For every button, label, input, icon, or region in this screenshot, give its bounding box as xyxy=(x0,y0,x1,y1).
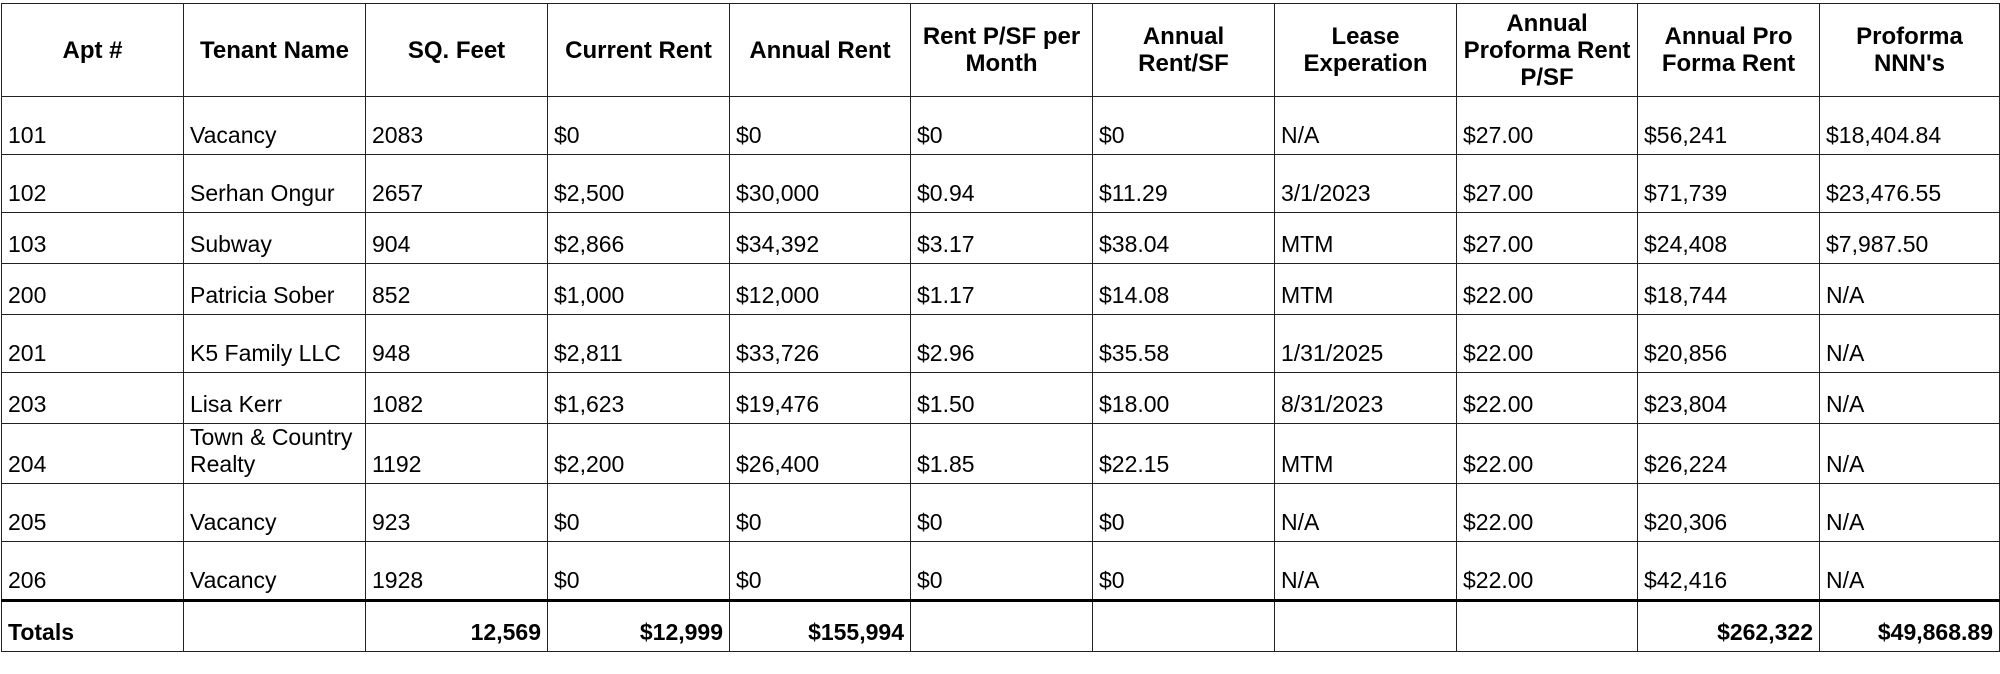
cell-proforma-rent-psf: $22.00 xyxy=(1457,484,1638,542)
cell-lease-expiration: MTM xyxy=(1275,264,1457,315)
cell-proforma-rent-psf: $27.00 xyxy=(1457,155,1638,213)
cell-proforma-rent-psf: $27.00 xyxy=(1457,213,1638,264)
cell-rent-psf-month: $0 xyxy=(911,484,1093,542)
cell-pro-forma-rent: $18,744 xyxy=(1638,264,1820,315)
table-row xyxy=(2,213,2000,264)
col-header-tenant-name: Tenant Name xyxy=(184,4,366,97)
col-header-proforma-nnn: Proforma NNN's xyxy=(1820,4,2000,97)
cell-sq-feet: 1192 xyxy=(366,424,548,484)
cell-tenant-name: Patricia Sober xyxy=(184,264,366,315)
cell-sq-feet: 1928 xyxy=(366,542,548,601)
col-header-lease-expiration: Lease Experation xyxy=(1275,4,1457,97)
cell-apt: 102 xyxy=(2,155,184,213)
cell-current-rent: $1,000 xyxy=(548,264,730,315)
totals-empty-cell xyxy=(1093,601,1275,652)
cell-annual-rent: $12,000 xyxy=(730,264,911,315)
cell-tenant-name: Vacancy xyxy=(184,97,366,155)
cell-annual-rent: $0 xyxy=(730,97,911,155)
cell-annual-rent-sf: $0 xyxy=(1093,97,1275,155)
table-row xyxy=(2,373,2000,424)
totals-empty-cell xyxy=(1275,601,1457,652)
totals-empty-cell xyxy=(184,601,366,652)
cell-apt: 101 xyxy=(2,97,184,155)
cell-sq-feet: 948 xyxy=(366,315,548,373)
cell-lease-expiration: 1/31/2025 xyxy=(1275,315,1457,373)
cell-rent-psf-month: $3.17 xyxy=(911,213,1093,264)
table-row xyxy=(2,97,2000,155)
cell-sq-feet: 904 xyxy=(366,213,548,264)
cell-pro-forma-rent: $42,416 xyxy=(1638,542,1820,601)
cell-rent-psf-month: $1.85 xyxy=(911,424,1093,484)
cell-pro-forma-rent: $26,224 xyxy=(1638,424,1820,484)
cell-pro-forma-rent: $23,804 xyxy=(1638,373,1820,424)
cell-current-rent: $0 xyxy=(548,542,730,601)
total-current-rent: $12,999 xyxy=(548,601,730,652)
cell-rent-psf-month: $1.50 xyxy=(911,373,1093,424)
cell-proforma-nnn: $23,476.55 xyxy=(1820,155,2000,213)
cell-annual-rent-sf: $38.04 xyxy=(1093,213,1275,264)
cell-rent-psf-month: $1.17 xyxy=(911,264,1093,315)
col-header-annual-rent-sf: Annual Rent/SF xyxy=(1093,4,1275,97)
col-header-current-rent: Current Rent xyxy=(548,4,730,97)
total-annual-rent: $155,994 xyxy=(730,601,911,652)
cell-proforma-nnn: $18,404.84 xyxy=(1820,97,2000,155)
cell-rent-psf-month: $0.94 xyxy=(911,155,1093,213)
cell-annual-rent-sf: $11.29 xyxy=(1093,155,1275,213)
cell-annual-rent: $33,726 xyxy=(730,315,911,373)
cell-tenant-name: Serhan Ongur xyxy=(184,155,366,213)
cell-apt: 200 xyxy=(2,264,184,315)
cell-lease-expiration: N/A xyxy=(1275,484,1457,542)
cell-apt: 201 xyxy=(2,315,184,373)
cell-proforma-rent-psf: $22.00 xyxy=(1457,315,1638,373)
totals-empty-cell xyxy=(911,601,1093,652)
cell-pro-forma-rent: $56,241 xyxy=(1638,97,1820,155)
col-header-apt: Apt # xyxy=(2,4,184,97)
cell-tenant-name: Subway xyxy=(184,213,366,264)
cell-annual-rent-sf: $18.00 xyxy=(1093,373,1275,424)
cell-proforma-rent-psf: $22.00 xyxy=(1457,424,1638,484)
cell-annual-rent-sf: $14.08 xyxy=(1093,264,1275,315)
col-header-sq-feet: SQ. Feet xyxy=(366,4,548,97)
cell-annual-rent: $19,476 xyxy=(730,373,911,424)
cell-sq-feet: 2657 xyxy=(366,155,548,213)
cell-annual-rent: $0 xyxy=(730,542,911,601)
cell-tenant-name: Vacancy xyxy=(184,542,366,601)
col-header-pro-forma-rent: Annual Pro Forma Rent xyxy=(1638,4,1820,97)
table-row xyxy=(2,155,2000,213)
cell-tenant-name: Town & Country Realty xyxy=(184,424,366,484)
cell-current-rent: $1,623 xyxy=(548,373,730,424)
cell-proforma-nnn: $7,987.50 xyxy=(1820,213,2000,264)
cell-lease-expiration: 3/1/2023 xyxy=(1275,155,1457,213)
cell-lease-expiration: MTM xyxy=(1275,424,1457,484)
cell-annual-rent: $30,000 xyxy=(730,155,911,213)
cell-current-rent: $2,500 xyxy=(548,155,730,213)
cell-proforma-rent-psf: $22.00 xyxy=(1457,264,1638,315)
cell-apt: 205 xyxy=(2,484,184,542)
cell-apt: 206 xyxy=(2,542,184,601)
cell-proforma-rent-psf: $22.00 xyxy=(1457,542,1638,601)
cell-annual-rent-sf: $0 xyxy=(1093,542,1275,601)
cell-annual-rent-sf: $35.58 xyxy=(1093,315,1275,373)
table-row xyxy=(2,315,2000,373)
cell-proforma-nnn: N/A xyxy=(1820,542,2000,601)
rent-roll-table xyxy=(1,3,2000,652)
table-row xyxy=(2,484,2000,542)
totals-empty-cell xyxy=(1457,601,1638,652)
cell-sq-feet: 923 xyxy=(366,484,548,542)
cell-rent-psf-month: $0 xyxy=(911,97,1093,155)
totals-label: Totals xyxy=(2,601,184,652)
cell-apt: 204 xyxy=(2,424,184,484)
cell-annual-rent-sf: $0 xyxy=(1093,484,1275,542)
table-row xyxy=(2,542,2000,601)
cell-pro-forma-rent: $20,856 xyxy=(1638,315,1820,373)
cell-annual-rent: $34,392 xyxy=(730,213,911,264)
total-pro-forma-rent: $262,322 xyxy=(1638,601,1820,652)
cell-rent-psf-month: $2.96 xyxy=(911,315,1093,373)
cell-tenant-name: Lisa Kerr xyxy=(184,373,366,424)
cell-pro-forma-rent: $24,408 xyxy=(1638,213,1820,264)
cell-current-rent: $0 xyxy=(548,484,730,542)
col-header-annual-rent: Annual Rent xyxy=(730,4,911,97)
cell-current-rent: $2,811 xyxy=(548,315,730,373)
cell-proforma-rent-psf: $27.00 xyxy=(1457,97,1638,155)
table-row xyxy=(2,264,2000,315)
cell-rent-psf-month: $0 xyxy=(911,542,1093,601)
cell-current-rent: $2,200 xyxy=(548,424,730,484)
cell-tenant-name: Vacancy xyxy=(184,484,366,542)
cell-sq-feet: 1082 xyxy=(366,373,548,424)
table-row xyxy=(2,424,2000,484)
totals-row xyxy=(2,601,2000,652)
col-header-rent-psf-month: Rent P/SF per Month xyxy=(911,4,1093,97)
total-proforma-nnn: $49,868.89 xyxy=(1820,601,2000,652)
header-row xyxy=(2,4,2000,97)
col-header-proforma-rent-psf: Annual Proforma Rent P/SF xyxy=(1457,4,1638,97)
cell-lease-expiration: 8/31/2023 xyxy=(1275,373,1457,424)
cell-tenant-name: K5 Family LLC xyxy=(184,315,366,373)
cell-annual-rent: $26,400 xyxy=(730,424,911,484)
cell-current-rent: $2,866 xyxy=(548,213,730,264)
cell-sq-feet: 852 xyxy=(366,264,548,315)
cell-proforma-rent-psf: $22.00 xyxy=(1457,373,1638,424)
cell-proforma-nnn: N/A xyxy=(1820,424,2000,484)
cell-proforma-nnn: N/A xyxy=(1820,484,2000,542)
cell-lease-expiration: N/A xyxy=(1275,97,1457,155)
cell-apt: 103 xyxy=(2,213,184,264)
cell-sq-feet: 2083 xyxy=(366,97,548,155)
cell-lease-expiration: N/A xyxy=(1275,542,1457,601)
cell-annual-rent: $0 xyxy=(730,484,911,542)
cell-proforma-nnn: N/A xyxy=(1820,264,2000,315)
cell-current-rent: $0 xyxy=(548,97,730,155)
cell-pro-forma-rent: $71,739 xyxy=(1638,155,1820,213)
cell-annual-rent-sf: $22.15 xyxy=(1093,424,1275,484)
cell-proforma-nnn: N/A xyxy=(1820,315,2000,373)
cell-lease-expiration: MTM xyxy=(1275,213,1457,264)
cell-pro-forma-rent: $20,306 xyxy=(1638,484,1820,542)
total-sq-feet: 12,569 xyxy=(366,601,548,652)
cell-proforma-nnn: N/A xyxy=(1820,373,2000,424)
cell-apt: 203 xyxy=(2,373,184,424)
